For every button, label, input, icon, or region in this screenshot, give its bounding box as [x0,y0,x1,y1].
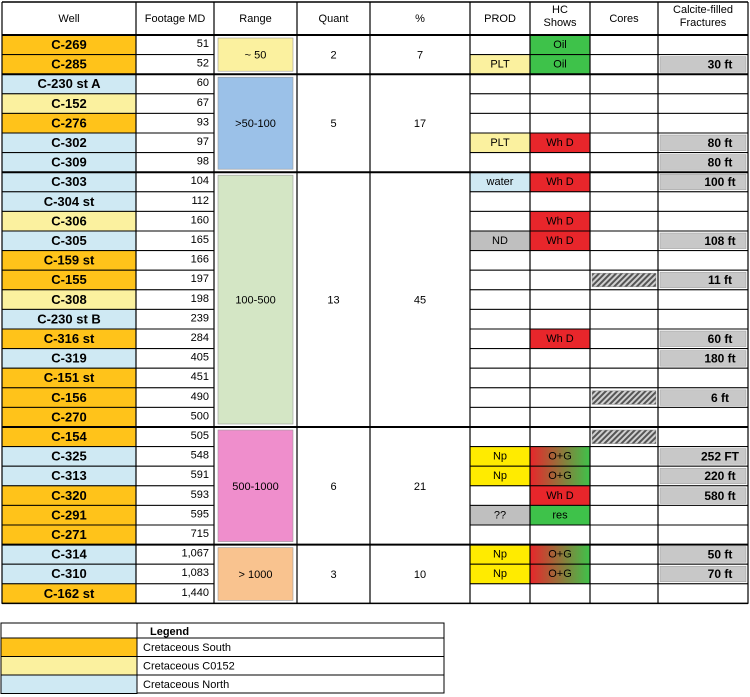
prod-value: ND [492,235,508,247]
cores-cell [590,172,658,192]
fracture-cell [658,525,748,545]
cores-cell [590,584,658,604]
prod-cell [470,290,530,310]
footage-value: 239 [190,312,209,325]
header-quant: Quant [318,13,349,25]
well-name: C-320 [51,487,87,503]
cores-cell [590,35,658,55]
fracture-cell [658,94,748,114]
fracture-cell [658,309,748,329]
legend [0,622,445,694]
prod-cell [470,388,530,408]
well-name: C-270 [51,409,87,425]
prod-cell [470,211,530,231]
footage-value: 165 [190,234,209,246]
quant-value: 5 [330,118,337,131]
hc-cell [530,113,590,133]
prod-cell [470,349,530,369]
footage-value: 98 [196,155,209,168]
fracture-cell [658,290,748,310]
well-name: C-308 [51,291,87,307]
well-name: C-162 st [43,585,95,601]
footage-value: 97 [196,136,209,148]
fracture-cell [658,211,748,231]
hc-value: Wh D [546,215,574,228]
cores-cell [590,505,658,525]
fracture-cell [658,505,748,525]
cores-cell [590,447,658,467]
hc-value: O+G [548,548,572,561]
legend-swatch-north [1,675,137,694]
prod-value: ?? [493,509,507,522]
cores-cell [590,329,658,349]
hc-cell [530,74,590,94]
percent-value: 45 [413,294,427,307]
percent-value: 10 [413,569,427,581]
prod-cell [470,368,530,388]
well-name: C-156 [51,389,87,405]
legend-item-label: Cretaceous C0152 [143,660,235,673]
well-name: C-159 st [43,252,95,268]
fracture-value: 108 ft [704,234,736,248]
fracture-value: 50 ft [707,547,733,562]
fracture-value: 11 ft [707,273,733,288]
range-label: > 1000 [238,569,273,581]
percent-value: 7 [416,49,424,62]
cores-cell [590,407,658,427]
range-label: 100-500 [235,294,276,307]
fracture-cell [658,584,748,604]
well-name: C-230 st B [37,311,101,327]
prod-cell [470,192,530,212]
prod-cell [470,309,530,329]
fracture-cell [658,74,748,94]
prod-cell [470,407,530,427]
legend-item-label: Cretaceous North [143,679,230,691]
fracture-value: 80 ft [707,155,733,170]
prod-cell [470,113,530,133]
legend-swatch-c0152 [1,657,137,676]
prod-cell [470,94,530,114]
prod-cell [470,153,530,173]
fracture-highlight [660,57,746,73]
fracture-cell [658,113,748,133]
hc-cell [530,427,590,447]
fracture-value: 70 ft [707,567,733,582]
well-name: C-269 [51,37,87,52]
cores-cell [590,564,658,584]
hc-cell [530,192,590,212]
cores-cell [590,192,658,212]
fracture-cell [658,407,748,427]
core-sample-hatch [592,273,656,287]
prod-value: Np [492,568,508,581]
footage-value: 112 [191,194,209,207]
prod-cell [470,525,530,545]
cores-cell [590,231,658,251]
hc-value: O+G [548,568,572,581]
range-label: ~ 50 [244,49,267,62]
well-name: C-314 [51,546,87,562]
fracture-cell [658,251,748,271]
core-sample-hatch [592,391,656,405]
prod-cell [470,74,530,94]
well-name: C-154 [51,429,87,444]
legend-item-label: Cretaceous South [143,642,232,654]
footage-value: 405 [190,351,209,364]
fracture-value: 6 ft [711,390,729,405]
hc-value: res [552,509,568,522]
cores-cell [590,290,658,310]
fracture-value: 252 FT [700,449,740,464]
prod-cell [470,584,530,604]
footage-value: 591 [190,469,209,482]
hc-value: O+G [548,450,572,463]
fracture-value: 580 ft [704,488,736,503]
percent-value: 17 [413,118,427,131]
well-name: C-313 [51,468,87,484]
hc-cell [530,251,590,271]
hc-cell [530,309,590,329]
prod-value: PLT [490,137,510,149]
cores-cell [590,113,658,133]
cores-cell [590,309,658,329]
header-well: Well [58,13,80,25]
footage-value: 104 [190,175,209,188]
footage-value: 500 [190,410,209,423]
hc-value: Wh D [546,489,574,502]
fracture-cell [658,35,748,55]
footage-value: 198 [190,292,209,305]
fracture-value: 30 ft [707,57,733,72]
footage-value: 166 [190,253,209,266]
well-name: C-306 [51,213,87,229]
fracture-highlight [660,155,746,171]
header-: % [415,13,425,25]
footage-value: 490 [190,390,209,403]
hc-value: Wh D [546,176,574,189]
cores-cell [590,133,658,153]
prod-value: PLT [490,58,510,71]
cores-cell [590,94,658,114]
well-name: C-230 st A [37,76,101,92]
header-footage-md: Footage MD [144,13,206,25]
fracture-highlight [660,135,746,151]
well-name: C-305 [51,233,87,248]
header-prod: PROD [484,13,516,25]
prod-cell [470,251,530,271]
cores-cell [590,466,658,486]
cores-cell [590,74,658,94]
hc-cell [530,407,590,427]
fracture-highlight [660,390,746,406]
well-name: C-319 [51,350,87,366]
cores-cell [590,251,658,271]
quant-value: 2 [330,49,337,62]
header-calcite-filled-fractures: Calcite-filled Fractures [673,4,733,29]
well-name: C-285 [51,56,87,72]
legend-title: Legend [150,626,190,638]
core-sample-hatch [592,430,656,444]
cores-cell [590,525,658,545]
header-hc-shows: HC Shows [543,4,577,29]
fracture-highlight [660,331,746,347]
well-name: C-152 [51,95,87,111]
footage-value: 593 [190,488,209,501]
footage-value: 160 [190,214,209,227]
fracture-value: 60 ft [707,332,733,346]
footage-value: 51 [196,38,209,50]
well-name: C-276 [51,115,87,131]
fracture-highlight [660,272,746,288]
hc-cell [530,94,590,114]
fracture-highlight [660,547,746,563]
footage-value: 284 [190,332,209,344]
fracture-cell [658,192,748,212]
well-name: C-303 [51,174,87,190]
footage-value: 548 [190,449,209,462]
quant-value: 13 [327,294,340,307]
cores-cell [590,153,658,173]
header-cores: Cores [609,13,639,25]
cores-cell [590,368,658,388]
hc-cell [530,290,590,310]
prod-value: Np [492,450,508,463]
well-name: C-325 [51,448,87,464]
hc-cell [530,368,590,388]
cores-cell [590,486,658,506]
fracture-cell [658,427,748,447]
prod-cell [470,35,530,55]
prod-cell [470,486,530,506]
footage-value: 505 [190,430,209,442]
fracture-highlight [660,566,746,582]
well-name: C-309 [51,154,87,170]
prod-cell [470,329,530,349]
hc-cell [530,388,590,408]
footage-value: 1,440 [181,586,209,599]
hc-cell [530,270,590,290]
fracture-value: 180 ft [704,351,736,366]
footage-value: 67 [196,96,209,109]
quant-value: 6 [330,480,337,493]
range-label: >50-100 [235,118,276,131]
fracture-value: 80 ft [707,136,733,150]
range-label: 500-1000 [232,480,279,493]
well-name: C-271 [51,527,87,542]
hc-value: Wh D [546,333,574,345]
quant-value: 3 [330,569,337,581]
hc-cell [530,349,590,369]
well-name: C-310 [51,566,87,582]
prod-cell [470,427,530,447]
footage-value: 1,067 [181,547,209,560]
hc-value: Oil [553,39,567,51]
well-name: C-151 st [43,370,95,386]
hc-cell [530,525,590,545]
fracture-value: 220 ft [704,469,736,484]
hc-value: Wh D [546,235,574,247]
prod-value: water [486,176,514,189]
footage-value: 1,083 [181,567,209,580]
hc-value: Oil [553,58,567,71]
well-name: C-291 [51,507,87,523]
hc-cell [530,584,590,604]
well-name: C-316 st [43,331,95,346]
hc-value: Wh D [546,137,574,149]
cores-cell [590,545,658,565]
hc-cell [530,153,590,173]
footage-value: 595 [190,508,209,521]
footage-value: 451 [190,371,209,384]
well-name: C-155 [51,272,87,288]
footage-value: 60 [196,77,209,90]
cores-cell [590,55,658,75]
well-name: C-304 st [43,193,95,209]
prod-value: Np [492,470,508,483]
fracture-value: 100 ft [704,175,736,190]
well-name: C-302 [51,135,87,150]
footage-value: 197 [190,273,209,286]
fracture-cell [658,368,748,388]
prod-value: Np [492,548,508,561]
prod-cell [470,270,530,290]
cores-cell [590,211,658,231]
footage-value: 52 [196,57,209,70]
header-range: Range [239,13,272,25]
footage-value: 715 [190,528,209,540]
percent-value: 21 [413,480,427,493]
legend-swatch-south [1,638,137,657]
hc-value: O+G [548,470,572,483]
footage-value: 93 [196,116,209,129]
cores-cell [590,349,658,369]
